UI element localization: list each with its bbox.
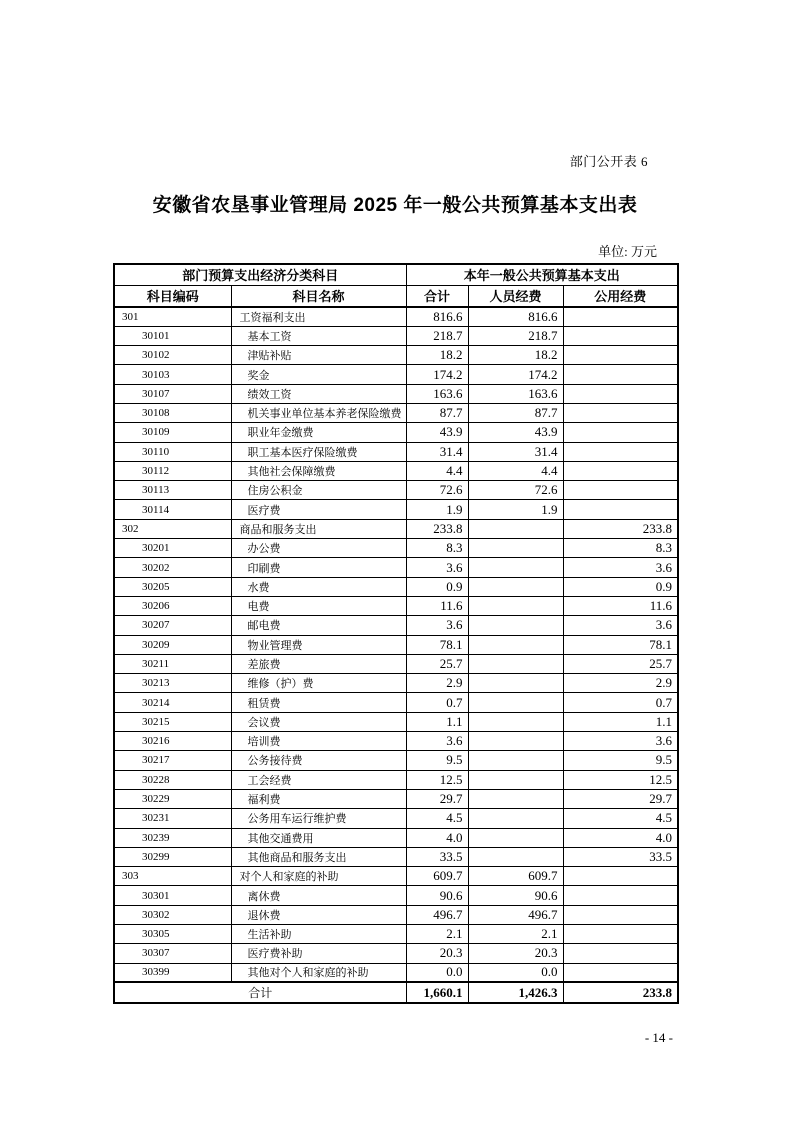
code-cell: 30307 xyxy=(114,944,231,963)
table-row xyxy=(114,809,678,828)
name-cell: 对个人和家庭的补助 xyxy=(231,867,406,886)
table-row xyxy=(114,403,678,422)
table-row xyxy=(114,751,678,770)
code-cell: 30211 xyxy=(114,654,231,673)
name-cell: 其他商品和服务支出 xyxy=(231,847,406,866)
table-row xyxy=(114,307,678,326)
name-cell: 租赁费 xyxy=(231,693,406,712)
personnel-cell xyxy=(468,577,563,596)
code-cell: 30102 xyxy=(114,346,231,365)
name-cell: 绩效工资 xyxy=(231,384,406,403)
code-cell: 30109 xyxy=(114,423,231,442)
public-cell xyxy=(563,384,678,403)
personnel-cell: 218.7 xyxy=(468,326,563,345)
table-row xyxy=(114,442,678,461)
personnel-cell xyxy=(468,847,563,866)
table-row xyxy=(114,539,678,558)
personnel-cell xyxy=(468,616,563,635)
personnel-cell: 4.4 xyxy=(468,461,563,480)
total-cell: 1.1 xyxy=(406,712,468,731)
public-cell: 33.5 xyxy=(563,847,678,866)
table-row xyxy=(114,519,678,538)
total-cell: 90.6 xyxy=(406,886,468,905)
code-cell: 30213 xyxy=(114,674,231,693)
total-cell: 609.7 xyxy=(406,867,468,886)
total-cell: 87.7 xyxy=(406,403,468,422)
code-cell: 30202 xyxy=(114,558,231,577)
code-cell: 30217 xyxy=(114,751,231,770)
code-cell: 303 xyxy=(114,867,231,886)
personnel-cell: 90.6 xyxy=(468,886,563,905)
code-cell: 30302 xyxy=(114,905,231,924)
public-cell xyxy=(563,867,678,886)
total-cell: 3.6 xyxy=(406,616,468,635)
name-cell: 奖金 xyxy=(231,365,406,384)
public-cell xyxy=(563,307,678,326)
table-row xyxy=(114,905,678,924)
column-header-name: 科目名称 xyxy=(231,285,406,307)
personnel-cell: 0.0 xyxy=(468,963,563,982)
name-cell: 办公费 xyxy=(231,539,406,558)
table-row xyxy=(114,925,678,944)
table-row xyxy=(114,867,678,886)
name-cell: 医疗费 xyxy=(231,500,406,519)
total-cell: 18.2 xyxy=(406,346,468,365)
budget-table xyxy=(113,263,679,1004)
personnel-cell: 163.6 xyxy=(468,384,563,403)
total-cell: 4.4 xyxy=(406,461,468,480)
public-cell xyxy=(563,461,678,480)
name-cell: 退休费 xyxy=(231,905,406,924)
public-cell: 4.0 xyxy=(563,828,678,847)
total-cell: 816.6 xyxy=(406,307,468,326)
personnel-cell: 43.9 xyxy=(468,423,563,442)
page-number: - 14 - xyxy=(644,1030,673,1045)
public-cell xyxy=(563,944,678,963)
total-cell: 496.7 xyxy=(406,905,468,924)
personnel-cell xyxy=(468,789,563,808)
column-header-code: 科目编码 xyxy=(114,285,231,307)
table-body xyxy=(114,307,678,982)
name-cell: 住房公积金 xyxy=(231,481,406,500)
personnel-cell xyxy=(468,828,563,847)
table-row xyxy=(114,944,678,963)
table-row xyxy=(114,365,678,384)
total-cell: 2.1 xyxy=(406,925,468,944)
table-row xyxy=(114,423,678,442)
code-cell: 30114 xyxy=(114,500,231,519)
table-row xyxy=(114,616,678,635)
public-cell: 11.6 xyxy=(563,596,678,615)
code-cell: 30110 xyxy=(114,442,231,461)
name-cell: 职业年金缴费 xyxy=(231,423,406,442)
personnel-cell: 87.7 xyxy=(468,403,563,422)
name-cell: 工会经费 xyxy=(231,770,406,789)
public-cell: 29.7 xyxy=(563,789,678,808)
public-cell xyxy=(563,365,678,384)
public-cell: 78.1 xyxy=(563,635,678,654)
public-cell xyxy=(563,925,678,944)
code-cell: 30305 xyxy=(114,925,231,944)
personnel-cell xyxy=(468,751,563,770)
code-cell: 30201 xyxy=(114,539,231,558)
public-cell xyxy=(563,886,678,905)
name-cell: 水费 xyxy=(231,577,406,596)
personnel-cell xyxy=(468,635,563,654)
table-row xyxy=(114,963,678,982)
code-cell: 30209 xyxy=(114,635,231,654)
column-header-personnel: 人员经费 xyxy=(468,285,563,307)
total-cell: 4.5 xyxy=(406,809,468,828)
personnel-cell xyxy=(468,539,563,558)
code-cell: 301 xyxy=(114,307,231,326)
public-cell: 12.5 xyxy=(563,770,678,789)
public-cell: 3.6 xyxy=(563,732,678,751)
total-total-cell: 1,660.1 xyxy=(406,982,468,1003)
page-title: 安徽省农垦事业管理局 2025 年一般公共预算基本支出表 xyxy=(152,195,638,216)
personnel-cell xyxy=(468,558,563,577)
name-cell: 邮电费 xyxy=(231,616,406,635)
total-cell: 163.6 xyxy=(406,384,468,403)
column-header-public: 公用经费 xyxy=(563,285,678,307)
total-cell: 78.1 xyxy=(406,635,468,654)
personnel-cell xyxy=(468,693,563,712)
total-cell: 33.5 xyxy=(406,847,468,866)
code-cell: 30108 xyxy=(114,403,231,422)
table-row xyxy=(114,712,678,731)
code-cell: 30216 xyxy=(114,732,231,751)
table-row xyxy=(114,789,678,808)
name-cell: 公务用车运行维护费 xyxy=(231,809,406,828)
table-row xyxy=(114,693,678,712)
total-cell: 0.7 xyxy=(406,693,468,712)
public-cell xyxy=(563,963,678,982)
personnel-cell: 609.7 xyxy=(468,867,563,886)
name-cell: 培训费 xyxy=(231,732,406,751)
total-cell: 218.7 xyxy=(406,326,468,345)
public-cell: 8.3 xyxy=(563,539,678,558)
code-cell: 30107 xyxy=(114,384,231,403)
personnel-cell: 18.2 xyxy=(468,346,563,365)
name-cell: 印刷费 xyxy=(231,558,406,577)
total-cell: 43.9 xyxy=(406,423,468,442)
total-cell: 12.5 xyxy=(406,770,468,789)
table-row xyxy=(114,326,678,345)
code-cell: 30399 xyxy=(114,963,231,982)
table-row xyxy=(114,770,678,789)
code-cell: 302 xyxy=(114,519,231,538)
code-cell: 30112 xyxy=(114,461,231,480)
table-row xyxy=(114,674,678,693)
header-group-row xyxy=(114,264,678,285)
name-cell: 基本工资 xyxy=(231,326,406,345)
public-cell: 25.7 xyxy=(563,654,678,673)
total-cell: 2.9 xyxy=(406,674,468,693)
code-cell: 30301 xyxy=(114,886,231,905)
name-cell: 生活补助 xyxy=(231,925,406,944)
public-cell xyxy=(563,500,678,519)
public-cell: 233.8 xyxy=(563,519,678,538)
public-cell: 4.5 xyxy=(563,809,678,828)
table-row xyxy=(114,847,678,866)
code-cell: 30206 xyxy=(114,596,231,615)
personnel-cell xyxy=(468,809,563,828)
public-cell: 3.6 xyxy=(563,616,678,635)
public-cell: 1.1 xyxy=(563,712,678,731)
personnel-cell: 174.2 xyxy=(468,365,563,384)
public-cell: 0.7 xyxy=(563,693,678,712)
total-cell: 0.9 xyxy=(406,577,468,596)
code-cell: 30101 xyxy=(114,326,231,345)
code-cell: 30231 xyxy=(114,809,231,828)
table-row xyxy=(114,384,678,403)
total-row xyxy=(114,982,678,1003)
total-cell: 3.6 xyxy=(406,558,468,577)
name-cell: 机关事业单位基本养老保险缴费 xyxy=(231,403,406,422)
personnel-cell xyxy=(468,674,563,693)
total-cell: 9.5 xyxy=(406,751,468,770)
personnel-cell: 31.4 xyxy=(468,442,563,461)
public-cell xyxy=(563,423,678,442)
name-cell: 会议费 xyxy=(231,712,406,731)
personnel-cell xyxy=(468,770,563,789)
name-cell: 维修（护）费 xyxy=(231,674,406,693)
personnel-cell: 2.1 xyxy=(468,925,563,944)
code-cell: 30205 xyxy=(114,577,231,596)
code-cell: 30229 xyxy=(114,789,231,808)
name-cell: 离休费 xyxy=(231,886,406,905)
table-row xyxy=(114,481,678,500)
total-label-cell: 合计 xyxy=(114,982,406,1003)
code-cell: 30113 xyxy=(114,481,231,500)
name-cell: 差旅费 xyxy=(231,654,406,673)
code-cell: 30228 xyxy=(114,770,231,789)
code-cell: 30299 xyxy=(114,847,231,866)
public-cell: 2.9 xyxy=(563,674,678,693)
table-row xyxy=(114,346,678,365)
name-cell: 福利费 xyxy=(231,789,406,808)
table-row xyxy=(114,596,678,615)
total-cell: 8.3 xyxy=(406,539,468,558)
name-cell: 其他社会保障缴费 xyxy=(231,461,406,480)
personnel-cell xyxy=(468,712,563,731)
public-cell xyxy=(563,481,678,500)
total-cell: 1.9 xyxy=(406,500,468,519)
table-row xyxy=(114,500,678,519)
public-cell xyxy=(563,346,678,365)
personnel-cell: 72.6 xyxy=(468,481,563,500)
table-row xyxy=(114,732,678,751)
name-cell: 其他交通费用 xyxy=(231,828,406,847)
table-row xyxy=(114,828,678,847)
public-cell xyxy=(563,403,678,422)
public-cell xyxy=(563,905,678,924)
personnel-cell: 816.6 xyxy=(468,307,563,326)
total-cell: 174.2 xyxy=(406,365,468,384)
table-row xyxy=(114,886,678,905)
code-cell: 30214 xyxy=(114,693,231,712)
personnel-cell: 1.9 xyxy=(468,500,563,519)
personnel-cell xyxy=(468,519,563,538)
total-public-cell: 233.8 xyxy=(563,982,678,1003)
code-cell: 30239 xyxy=(114,828,231,847)
public-cell: 3.6 xyxy=(563,558,678,577)
total-cell: 3.6 xyxy=(406,732,468,751)
column-header-total: 合计 xyxy=(406,285,468,307)
personnel-cell xyxy=(468,732,563,751)
table-row xyxy=(114,654,678,673)
public-cell: 9.5 xyxy=(563,751,678,770)
name-cell: 津贴补贴 xyxy=(231,346,406,365)
name-cell: 职工基本医疗保险缴费 xyxy=(231,442,406,461)
name-cell: 公务接待费 xyxy=(231,751,406,770)
public-cell xyxy=(563,326,678,345)
table-row xyxy=(114,558,678,577)
name-cell: 其他对个人和家庭的补助 xyxy=(231,963,406,982)
unit-label: 单位: 万元 xyxy=(598,244,657,259)
name-cell: 医疗费补助 xyxy=(231,944,406,963)
total-cell: 31.4 xyxy=(406,442,468,461)
total-cell: 72.6 xyxy=(406,481,468,500)
table-header xyxy=(114,264,678,307)
total-cell: 4.0 xyxy=(406,828,468,847)
table-footer xyxy=(114,982,678,1003)
total-cell: 25.7 xyxy=(406,654,468,673)
personnel-cell: 20.3 xyxy=(468,944,563,963)
table-row xyxy=(114,461,678,480)
public-cell: 0.9 xyxy=(563,577,678,596)
total-cell: 29.7 xyxy=(406,789,468,808)
header-group-classification: 部门预算支出经济分类科目 xyxy=(114,264,406,285)
code-cell: 30215 xyxy=(114,712,231,731)
total-cell: 20.3 xyxy=(406,944,468,963)
name-cell: 工资福利支出 xyxy=(231,307,406,326)
personnel-cell xyxy=(468,596,563,615)
personnel-cell: 496.7 xyxy=(468,905,563,924)
table-row xyxy=(114,577,678,596)
name-cell: 电费 xyxy=(231,596,406,615)
code-cell: 30207 xyxy=(114,616,231,635)
public-cell xyxy=(563,442,678,461)
total-cell: 233.8 xyxy=(406,519,468,538)
header-columns-row xyxy=(114,285,678,307)
name-cell: 物业管理费 xyxy=(231,635,406,654)
total-cell: 0.0 xyxy=(406,963,468,982)
personnel-cell xyxy=(468,654,563,673)
code-cell: 30103 xyxy=(114,365,231,384)
total-personnel-cell: 1,426.3 xyxy=(468,982,563,1003)
header-group-basic-expenditure: 本年一般公共预算基本支出 xyxy=(406,264,678,285)
total-cell: 11.6 xyxy=(406,596,468,615)
name-cell: 商品和服务支出 xyxy=(231,519,406,538)
table-row xyxy=(114,635,678,654)
doc-note: 部门公开表 6 xyxy=(569,154,648,169)
